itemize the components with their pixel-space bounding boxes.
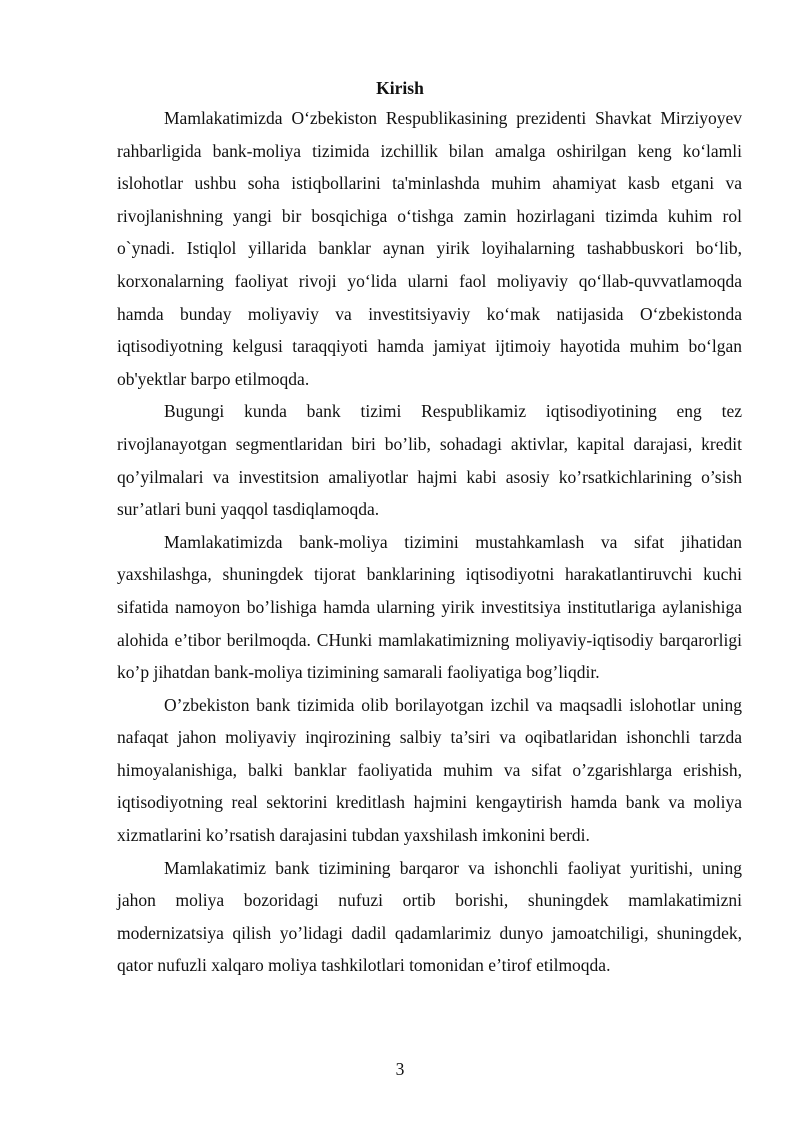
paragraph-1: Mamlakatimizda O‘zbekiston Respublikasining prezidenti Shavkat Mirziyoyev rahbarligida bank-moliya tizimida izchillik bilan amalga oshirilgan keng ko‘lamli islohotlar ushbu soha istiqbollarini ta'minlashda muhim ahamiyat kasb etgani va rivojlanishning yangi bir bosqichiga o‘tishga zamin hozirlagani tizimda kuhim rol o`ynadi. Istiqlol yillarida banklar aynan yirik loyihalarning tashabbuskori bo‘lib, korxonalarning faoliyat rivoji yo‘lida ularni faol moliyaviy qo‘llab-quvvatlamoqda hamda bunday moliyaviy va investitsiyaviy ko‘mak natijasida O‘zbekistonda iqtisodiyotning kelgusi taraqqiyoti hamda jamiyat ijtimoiy hayotida muhim bo‘lgan ob'yektlar barpo etilmoqda.: [117, 108, 742, 389]
paragraph-5: Mamlakatimiz bank tizimining barqaror va ishonchli faoliyat yuritishi, uning jahon moliya bozoridagi nufuzi ortib borishi, shuningdek mamlakatimizni modernizatsiya qilish yo’lidagi dadil qadamlarimiz dunyo jamoatchiligi, shuningdek, qator nufuzli xalqaro moliya tashkilotlari tomonidan e’tirof etilmoqda.: [117, 857, 742, 976]
body-text: [117, 102, 742, 982]
paragraph-2: Bugungi kunda bank tizimi Respublikamiz iqtisodiyotining eng tez rivojlanayotgan segmentlaridan biri bo’lib, sohadagi aktivlar, kapital darajasi, kredit qo’yilmalari va investitsion amaliyotlar hajmi kabi asosiy ko’rsatkichlarining o’sish sur’atlari buni yaqqol tasdiqlamoqda.: [117, 401, 742, 520]
page-number: 3: [395, 1059, 405, 1079]
paragraph-4: O’zbekiston bank tizimida olib borilayotgan izchil va maqsadli islohotlar uning nafaqat jahon moliyaviy inqirozining salbiy ta’siri va oqibatlaridan ishonchli tarzda himoyalanishiga, balki banklar faoliyatida muhim va sifat o’zgarishlarga erishish, iqtisodiyotning real sektorini kreditlash hajmini kengaytirish hamda bank va moliya xizmatlarini ko’rsatish darajasini tubdan yaxshilash imkonini berdi.: [117, 694, 742, 846]
paragraph-3: Mamlakatimizda bank-moliya tizimini mustahkamlash va sifat jihatidan yaxshilashga, shuningdek tijorat banklarining iqtisodiyotni harakatlantiruvchi kuchi sifatida namoyon bo’lishiga hamda ularning yirik investitsiya institutlariga aylanishiga alohida e’tibor berilmoqda. CHunki mamlakatimizning moliyaviy-iqtisodiy barqarorligi ko’p jihatdan bank-moliya tizimining samarali faoliyatiga bog’liqdir.: [117, 531, 742, 683]
section-title: Kirish: [376, 78, 424, 98]
